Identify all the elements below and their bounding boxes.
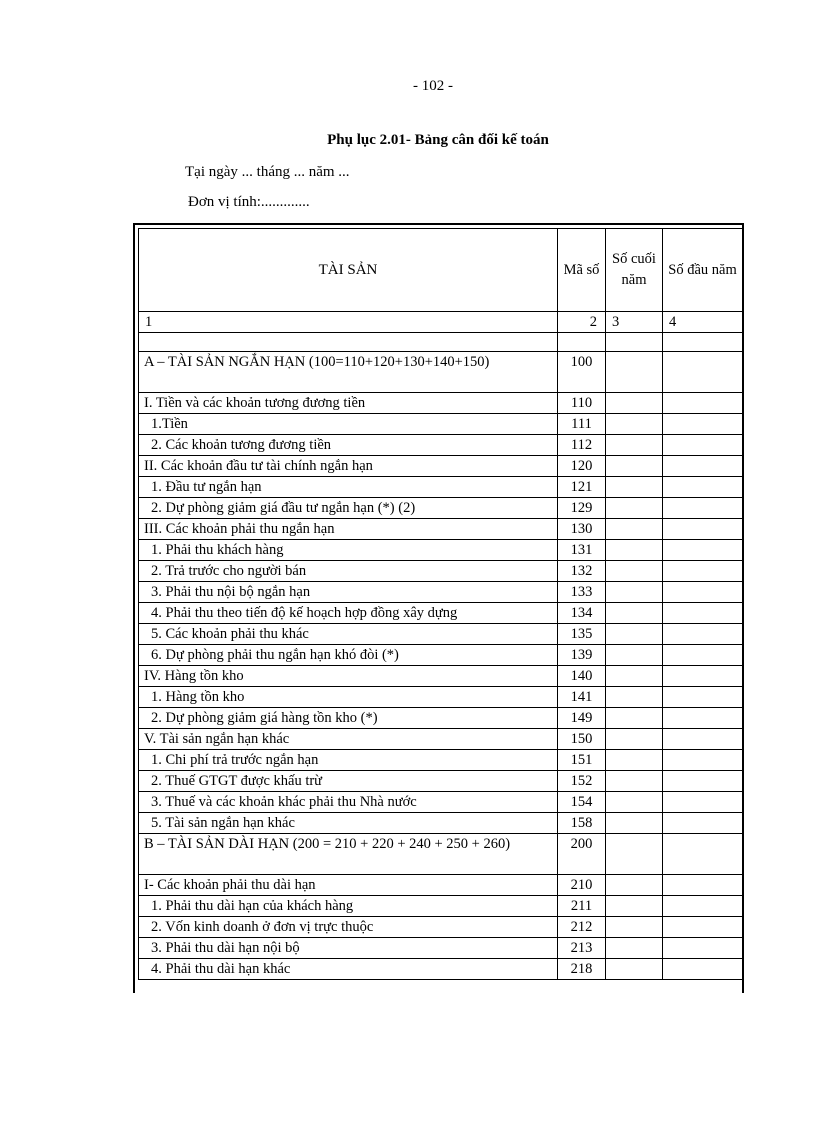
beginning-of-year-cell	[663, 519, 743, 540]
row-code: 210	[558, 875, 606, 896]
table-row	[139, 875, 743, 896]
row-label: 1. Phải thu dài hạn của khách hàng	[139, 896, 558, 917]
table-row	[139, 519, 743, 540]
blank-row	[139, 333, 743, 352]
row-label: III. Các khoản phải thu ngắn hạn	[139, 519, 558, 540]
row-label: 2. Trả trước cho người bán	[139, 561, 558, 582]
row-code: 132	[558, 561, 606, 582]
row-label: B – TÀI SẢN DÀI HẠN (200 = 210 + 220 + 240 + 250 + 260)	[139, 834, 558, 875]
table-row	[139, 624, 743, 645]
empty-cell	[606, 333, 663, 352]
row-code: 149	[558, 708, 606, 729]
end-of-year-cell	[606, 561, 663, 582]
row-code: 213	[558, 938, 606, 959]
row-code: 141	[558, 687, 606, 708]
row-code: 129	[558, 498, 606, 519]
row-code: 212	[558, 917, 606, 938]
row-code: 131	[558, 540, 606, 561]
beginning-of-year-cell	[663, 456, 743, 477]
table-row	[139, 561, 743, 582]
row-label: 1. Đầu tư ngắn hạn	[139, 477, 558, 498]
row-code: 111	[558, 414, 606, 435]
beginning-of-year-cell	[663, 414, 743, 435]
end-of-year-cell	[606, 729, 663, 750]
row-code: 150	[558, 729, 606, 750]
table-row	[139, 917, 743, 938]
beginning-of-year-cell	[663, 771, 743, 792]
row-label: 2. Dự phòng giảm giá hàng tồn kho (*)	[139, 708, 558, 729]
table-row	[139, 393, 743, 414]
end-of-year-cell	[606, 834, 663, 875]
end-of-year-cell	[606, 435, 663, 456]
empty-cell	[139, 333, 558, 352]
beginning-of-year-cell	[663, 917, 743, 938]
table-header-row	[139, 229, 743, 312]
beginning-of-year-cell	[663, 729, 743, 750]
header-code: Mã số	[558, 229, 606, 312]
end-of-year-cell	[606, 938, 663, 959]
row-code: 130	[558, 519, 606, 540]
table-row	[139, 938, 743, 959]
row-label: I- Các khoản phải thu dài hạn	[139, 875, 558, 896]
row-code: 134	[558, 603, 606, 624]
end-of-year-cell	[606, 666, 663, 687]
row-label: 4. Phải thu theo tiến độ kế hoạch hợp đồng xây dựng	[139, 603, 558, 624]
beginning-of-year-cell	[663, 959, 743, 980]
row-label: 2. Thuế GTGT được khấu trừ	[139, 771, 558, 792]
end-of-year-cell	[606, 917, 663, 938]
end-of-year-cell	[606, 813, 663, 834]
end-of-year-cell	[606, 519, 663, 540]
beginning-of-year-cell	[663, 393, 743, 414]
empty-cell	[663, 333, 743, 352]
row-code: 154	[558, 792, 606, 813]
beginning-of-year-cell	[663, 498, 743, 519]
end-of-year-cell	[606, 352, 663, 393]
row-label: 5. Tài sản ngắn hạn khác	[139, 813, 558, 834]
row-code: 135	[558, 624, 606, 645]
row-label: 1. Hàng tồn kho	[139, 687, 558, 708]
end-of-year-cell	[606, 708, 663, 729]
end-of-year-cell	[606, 498, 663, 519]
table-row	[139, 414, 743, 435]
end-of-year-cell	[606, 792, 663, 813]
balance-sheet-table	[138, 228, 743, 980]
row-code: 140	[558, 666, 606, 687]
row-label: 1. Chi phí trả trước ngắn hạn	[139, 750, 558, 771]
beginning-of-year-cell	[663, 477, 743, 498]
beginning-of-year-cell	[663, 561, 743, 582]
beginning-of-year-cell	[663, 938, 743, 959]
balance-sheet-frame	[133, 223, 744, 993]
beginning-of-year-cell	[663, 896, 743, 917]
table-row	[139, 750, 743, 771]
end-of-year-cell	[606, 603, 663, 624]
end-of-year-cell	[606, 645, 663, 666]
table-row	[139, 834, 743, 875]
header-beginning-of-year: Số đầu năm	[663, 229, 743, 312]
table-row	[139, 959, 743, 980]
page-number: - 102 -	[413, 78, 453, 94]
beginning-of-year-cell	[663, 540, 743, 561]
beginning-of-year-cell	[663, 708, 743, 729]
header-end-of-year: Số cuối năm	[606, 229, 663, 312]
row-code: 139	[558, 645, 606, 666]
table-row	[139, 645, 743, 666]
document-title: Phụ lục 2.01- Bảng cân đối kế toán	[327, 132, 549, 148]
beginning-of-year-cell	[663, 813, 743, 834]
row-label: 5. Các khoản phải thu khác	[139, 624, 558, 645]
row-label: 2. Dự phòng giảm giá đầu tư ngắn hạn (*) (2)	[139, 498, 558, 519]
row-label: 2. Vốn kinh doanh ở đơn vị trực thuộc	[139, 917, 558, 938]
table-row	[139, 666, 743, 687]
column-number-4: 4	[663, 312, 743, 333]
table-row	[139, 708, 743, 729]
beginning-of-year-cell	[663, 875, 743, 896]
row-code: 158	[558, 813, 606, 834]
beginning-of-year-cell	[663, 352, 743, 393]
end-of-year-cell	[606, 750, 663, 771]
table-row	[139, 603, 743, 624]
row-code: 211	[558, 896, 606, 917]
end-of-year-cell	[606, 393, 663, 414]
end-of-year-cell	[606, 896, 663, 917]
row-code: 133	[558, 582, 606, 603]
table-row	[139, 477, 743, 498]
end-of-year-cell	[606, 477, 663, 498]
row-code: 120	[558, 456, 606, 477]
end-of-year-cell	[606, 414, 663, 435]
row-label: 6. Dự phòng phải thu ngắn hạn khó đòi (*)	[139, 645, 558, 666]
row-label: 3. Phải thu nội bộ ngắn hạn	[139, 582, 558, 603]
report-date-line: Tại ngày ... tháng ... năm ...	[185, 164, 350, 180]
row-code: 110	[558, 393, 606, 414]
end-of-year-cell	[606, 687, 663, 708]
table-row	[139, 813, 743, 834]
beginning-of-year-cell	[663, 666, 743, 687]
table-row	[139, 896, 743, 917]
row-code: 100	[558, 352, 606, 393]
row-label: I. Tiền và các khoản tương đương tiền	[139, 393, 558, 414]
table-row	[139, 352, 743, 393]
table-row	[139, 498, 743, 519]
beginning-of-year-cell	[663, 792, 743, 813]
row-code: 200	[558, 834, 606, 875]
column-number-row	[139, 312, 743, 333]
beginning-of-year-cell	[663, 435, 743, 456]
column-number-1: 1	[139, 312, 558, 333]
column-number-3: 3	[606, 312, 663, 333]
table-row	[139, 456, 743, 477]
row-label: A – TÀI SẢN NGẮN HẠN (100=110+120+130+140+150)	[139, 352, 558, 393]
end-of-year-cell	[606, 624, 663, 645]
table-row	[139, 792, 743, 813]
table-row	[139, 582, 743, 603]
beginning-of-year-cell	[663, 834, 743, 875]
row-label: 1. Phải thu khách hàng	[139, 540, 558, 561]
row-label: 3. Thuế và các khoản khác phải thu Nhà nước	[139, 792, 558, 813]
table-row	[139, 687, 743, 708]
row-code: 112	[558, 435, 606, 456]
end-of-year-cell	[606, 771, 663, 792]
end-of-year-cell	[606, 959, 663, 980]
row-label: 1.Tiền	[139, 414, 558, 435]
table-row	[139, 771, 743, 792]
end-of-year-cell	[606, 540, 663, 561]
row-label: 4. Phải thu dài hạn khác	[139, 959, 558, 980]
beginning-of-year-cell	[663, 687, 743, 708]
end-of-year-cell	[606, 875, 663, 896]
beginning-of-year-cell	[663, 603, 743, 624]
table-row	[139, 729, 743, 750]
table-row	[139, 540, 743, 561]
table-row	[139, 435, 743, 456]
row-label: V. Tài sản ngắn hạn khác	[139, 729, 558, 750]
row-code: 218	[558, 959, 606, 980]
end-of-year-cell	[606, 582, 663, 603]
header-assets: TÀI SẢN	[139, 229, 558, 312]
row-label: IV. Hàng tồn kho	[139, 666, 558, 687]
row-code: 121	[558, 477, 606, 498]
row-code: 152	[558, 771, 606, 792]
row-label: 3. Phải thu dài hạn nội bộ	[139, 938, 558, 959]
column-number-2: 2	[558, 312, 606, 333]
empty-cell	[558, 333, 606, 352]
row-label: 2. Các khoản tương đương tiền	[139, 435, 558, 456]
beginning-of-year-cell	[663, 582, 743, 603]
end-of-year-cell	[606, 456, 663, 477]
beginning-of-year-cell	[663, 750, 743, 771]
row-label: II. Các khoản đầu tư tài chính ngắn hạn	[139, 456, 558, 477]
row-code: 151	[558, 750, 606, 771]
currency-unit-line: Đơn vị tính:.............	[188, 194, 310, 210]
beginning-of-year-cell	[663, 624, 743, 645]
beginning-of-year-cell	[663, 645, 743, 666]
